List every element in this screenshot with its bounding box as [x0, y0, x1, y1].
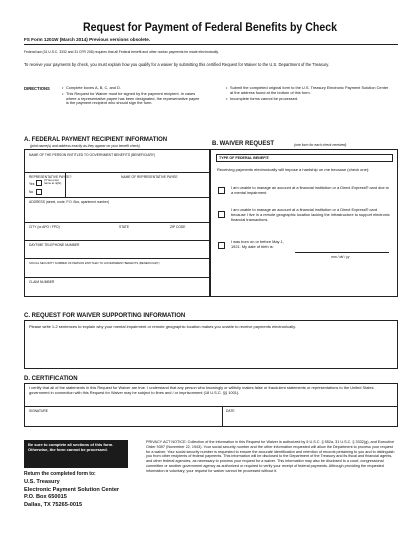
ssn-label: SOCIAL SECURITY NUMBER OF PERSON ENTITLED TO GOVERNMENT BENEFITS (BENEFICIARY): [29, 261, 160, 265]
direction-item: • Submit the completed original form to the U.S. Treasury Electronic Payment Solution Center at the address found at the bottom of this form.: [230, 86, 390, 96]
return-address: [24, 479, 119, 509]
phone-label: DAYTIME TELEPHONE NUMBER: [29, 243, 80, 247]
section-b-box: [210, 149, 398, 297]
complete-all-warning: Be sure to complete all sections of this form. Otherwise, the form cannot be processed.: [24, 440, 128, 468]
section-b-subheading: (one form for each check received): [294, 143, 347, 147]
state-label: STATE: [119, 225, 130, 229]
waiver-option-age: I was born on or before May 1, 1921. My date of birth is:: [231, 239, 284, 249]
rep-payee-yes-checkbox[interactable]: [36, 180, 42, 186]
remote-location-checkbox[interactable]: [218, 211, 225, 218]
directions-left: [66, 86, 200, 106]
section-b-heading: B. WAIVER REQUEST: [212, 141, 275, 147]
address-label: ADDRESS (street, route, P.O. Box, apartment number): [29, 200, 110, 204]
yes-label: Yes: [29, 182, 35, 186]
privacy-act-notice: PRIVACY ACT NOTICE: Collection of the information in this Request for Waiver is authorized by 5 U.S.C. § 552a, 31 U.S.C. § 3332(g), and Executive Order 9397 (November 22, 1943). Your social security number and the other information requested will allow the Department to process your request for a waiver. Your social security number is requested to ensure the accurate identification and retention of records pertaining to you and to distinguish you from other recipients of federal payments. This information will be disclosed to the Department of the Treasury and its fiscal and financial agents, and other federal agencies, as necessary to process your request for a waiver. This information may also be disclosed to a court, congressional committee or another government agency as authorized or required to verify your receipt of federal payments. Although providing the requested information is voluntary, your request for waiver cannot be processed without it.: [146, 440, 395, 473]
header-divider: [24, 44, 398, 45]
direction-item: • Incomplete forms cannot be processed.: [230, 97, 390, 102]
date-field[interactable]: [225, 414, 393, 425]
form-number: FS Form 1201W (March 2014) Previous versions obsolete.: [24, 37, 151, 42]
return-heading: Return the completed form to:: [24, 471, 96, 477]
signature-label: SIGNATURE: [29, 409, 48, 413]
address-line: Electronic Payment Solution Center: [24, 486, 120, 493]
rep-payee-name-label: NAME OF REPRESENTATIVE PAYEE: [121, 175, 178, 179]
zip-label: ZIP CODE: [170, 225, 186, 229]
section-d-box: [24, 383, 398, 427]
law-text: Federal law (31 U.S.C. 3332 and 31 CFR 208) requires that all Federal benefit and other nontax payments be made electronically.: [24, 50, 219, 54]
state-field[interactable]: [117, 230, 157, 240]
zip-field[interactable]: [168, 230, 208, 240]
mental-impairment-checkbox[interactable]: [218, 187, 225, 194]
waiver-option-remote: I am unable to manage an account at a financial institution or a Direct Express® card because I live in a remote geographic location lacking the infrastructure to support electronic financial transactions.: [231, 207, 390, 222]
city-field[interactable]: [27, 230, 107, 240]
signature-field[interactable]: [27, 414, 217, 425]
form-title: Request for Payment of Federal Benefits by Check: [82, 22, 337, 34]
address-field[interactable]: [27, 205, 207, 220]
yes-note: (If Yes enter name at right): [44, 178, 62, 186]
claim-number-field[interactable]: [27, 285, 207, 295]
dob-format-hint: mm / dd / yy: [331, 255, 350, 259]
waiver-option-mental: I am unable to manage an account at a financial institution or a Direct Express® card due to a mental impairment.: [231, 185, 389, 195]
certification-text: I certify that all of the statements in this Request for Waiver are true. I understand that any person who knowingly or willfully makes false or fraudulent statements or representations to the United States government in connection with this Request for Waiver may be subject to fines and / or imprisonment (18 U.S.C. §§ 1001).: [29, 385, 374, 395]
section-c-heading: C. REQUEST FOR WAIVER SUPPORTING INFORMATION: [24, 313, 186, 319]
section-a-subheading: (print name(s) and address exactly as they appear on your benefit check): [30, 144, 140, 148]
section-c-box: [24, 320, 398, 369]
city-label: CITY (or APO / FPO): [29, 225, 60, 229]
rep-payee-no-checkbox[interactable]: [36, 189, 42, 195]
address-line: U.S. Treasury: [24, 479, 60, 485]
beneficiary-name-field[interactable]: [27, 158, 207, 171]
section-c-instruction: Please write 1-2 sentences to explain why your mental impairment or remote geographic location makes you unable to receive payments electronically.: [29, 324, 296, 329]
directions-right: [230, 86, 390, 101]
birth-date-checkbox[interactable]: [218, 242, 225, 249]
address-line: Dallas, TX 75265-0015: [24, 501, 83, 508]
rep-payee-label: REPRESENTATIVE PAYEE?: [29, 175, 72, 179]
beneficiary-name-label: NAME OF THE PERSON ENTITLED TO GOVERNMENT BENEFITS (BENEFICIARY): [29, 153, 156, 157]
hardship-text: Receiving payments electronically will impose a hardship on me because (check one):: [217, 167, 370, 172]
address-line: P.O. Box 650015: [24, 494, 67, 501]
benefit-type-label: TYPE OF FEDERAL BENEFIT:: [219, 156, 270, 160]
direction-item: • Complete boxes A, B, C, and D.: [66, 86, 200, 91]
date-label: DATE: [226, 409, 235, 413]
section-d-heading: D. CERTIFICATION: [24, 376, 78, 382]
phone-field[interactable]: [27, 248, 207, 258]
rep-payee-name-field[interactable]: [69, 181, 209, 195]
ssn-field[interactable]: [27, 266, 207, 276]
no-label: No: [29, 190, 34, 194]
claim-number-label: CLAIM NUMBER: [29, 280, 55, 284]
direction-item: • This Request for Waiver must be signed by the payment recipient. In cases where a representative payee has been designated, the representative payee is the payment recipient who should sign the form.: [66, 92, 200, 106]
directions-label: DIRECTIONS: [24, 86, 50, 91]
date-of-birth-field[interactable]: [295, 247, 389, 253]
section-a-heading: A. FEDERAL PAYMENT RECIPIENT INFORMATION: [24, 137, 168, 143]
supporting-info-field[interactable]: [27, 332, 395, 367]
section-a-box: [24, 149, 210, 297]
request-text: To receive your payments by check, you must explain how you qualify for a waiver by submitting this certified Request for Waiver to the U.S. Department of the Treasury.: [24, 62, 330, 67]
